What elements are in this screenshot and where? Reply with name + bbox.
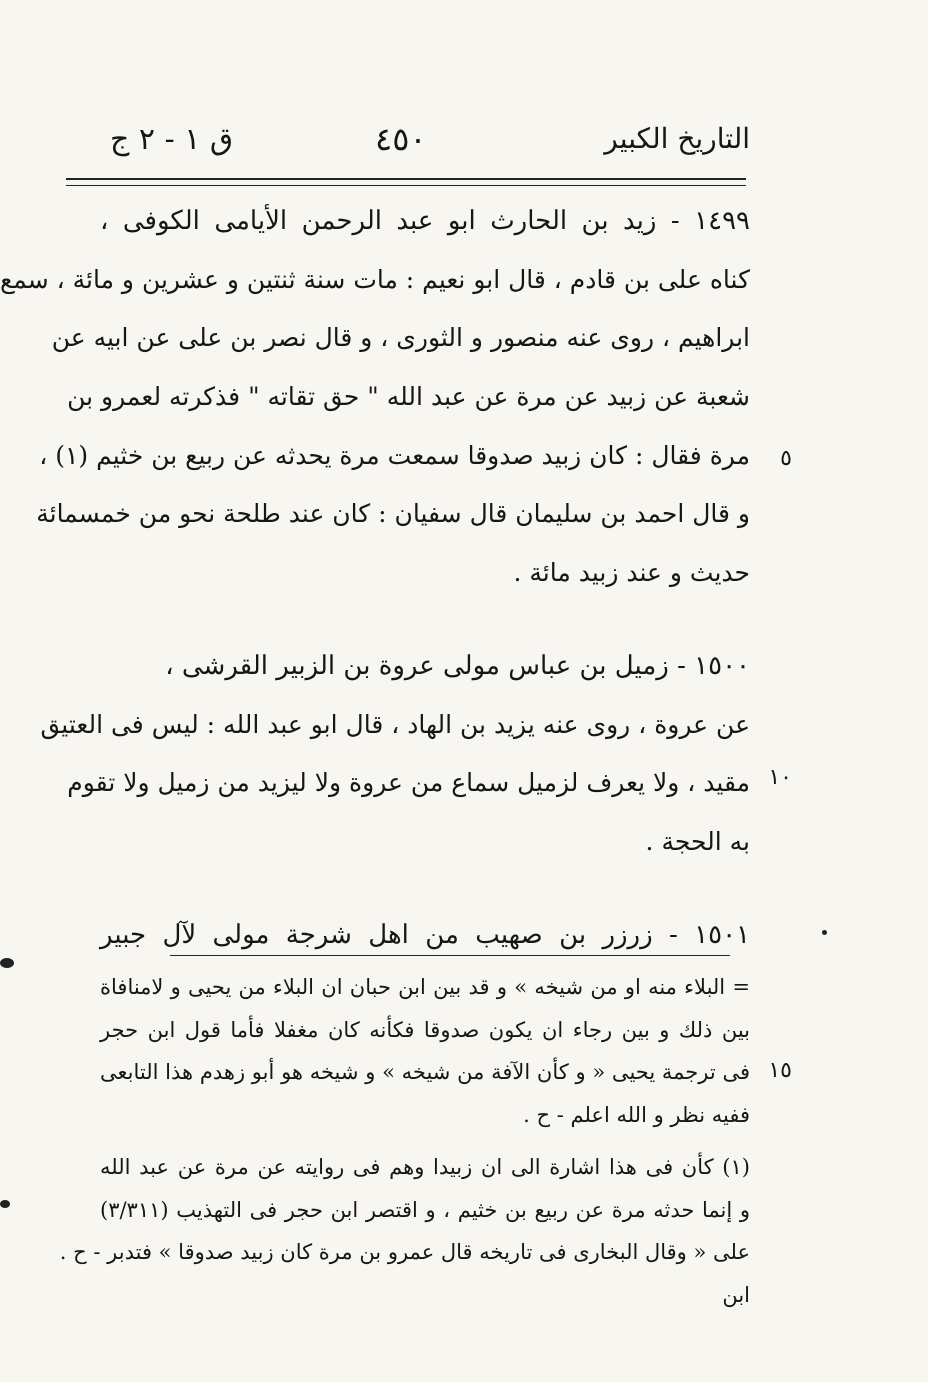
page-header [100, 118, 750, 164]
text-line: به الحجة . [645, 826, 750, 856]
text-line: عن عروة ، روى عنه يزيد بن الهاد ، قال ابو عبد الله : ليس فى العتيق [40, 709, 750, 739]
scan-dot [822, 930, 827, 935]
line-number-10: ١٠ [768, 765, 792, 790]
text-line: مرة فقال : كان زبيد صدوقا سمعت مرة يحدثه عن ربيع بن خثيم (١) ، [39, 440, 750, 470]
volume-reference: ق ١ - ٢ ج [110, 122, 234, 157]
line-number-15: ١٥ [768, 1058, 792, 1083]
text-line: و قال احمد بن سليمان قال سفيان : كان عند طلحة نحو من خمسمائة [36, 499, 750, 529]
footnote-line: ففيه نظر و الله اعلم - ح . [523, 1102, 750, 1127]
text-line: حديث و عند زبيد مائة . [513, 558, 750, 588]
entry-1499-heading: ١٤٩٩ - زيد بن الحارث ابو عبد الرحمن الأيامى الكوفى ، [100, 206, 750, 236]
book-title: التاريخ الكبير [604, 122, 750, 155]
scan-mark [0, 1200, 10, 1208]
footnote-line: = البلاء منه او من شيخه » و قد بين ابن حبان ان البلاء من يحيى و لامنافاة [100, 975, 750, 999]
text-line: مقيد ، ولا يعرف لزميل سماع من عروة ولا ليزيد من زميل ولا تقوم [67, 768, 750, 798]
line-number-5: ٥ [780, 446, 792, 471]
page-number: ٤٥٠ [375, 120, 427, 158]
catchword: ابن [722, 1282, 750, 1307]
entry-1501-heading: ١٥٠١ - زرزر بن صهيب من اهل شرجة مولى لآل جبير [100, 919, 750, 950]
text-line: ابراهيم ، روى عنه منصور و الثورى ، و قال نصر بن على عن ابيه عن [51, 323, 750, 353]
header-rule [66, 178, 746, 186]
footnote-1-line: على « وقال البخارى فى تاريخه قال عمرو بن مرة كان زبيد صدوقا » فتدبر - ح . [59, 1240, 750, 1264]
footnote-rule [170, 955, 730, 956]
footnote-1-line: و إنما حدثه مرة عن ربيع بن خثيم ، و اقتصر ابن حجر فى التهذيب (٣/٣١١) [100, 1197, 750, 1222]
main-text [0, 192, 750, 964]
text-line: شعبة عن زبيد عن مرة عن عبد الله " حق تقاته " فذكرته لعمرو بن [67, 382, 750, 412]
text-line: كناه على بن قادم ، قال ابو نعيم : مات سنة ثنتين و عشرين و مائة ، سمع [0, 264, 750, 294]
footnotes [59, 966, 750, 1316]
scan-mark [0, 958, 14, 968]
footnote-1-line: (١) كأن فى هذا اشارة الى ان زبيدا وهم فى روايته عن مرة عن عبد الله [100, 1155, 750, 1179]
footnote-line: فى ترجمة يحيى « و كأن الآفة من شيخه » و شيخه هو أبو زهدم هذا التابعى [100, 1060, 750, 1084]
entry-1500-heading: ١٥٠٠ - زميل بن عباس مولى عروة بن الزبير القرشى ، [165, 650, 750, 681]
footnote-line: بين ذلك و بين رجاء ان يكون صدوقا فكأنه كان مغفلا فأما قول ابن حجر [100, 1017, 750, 1042]
